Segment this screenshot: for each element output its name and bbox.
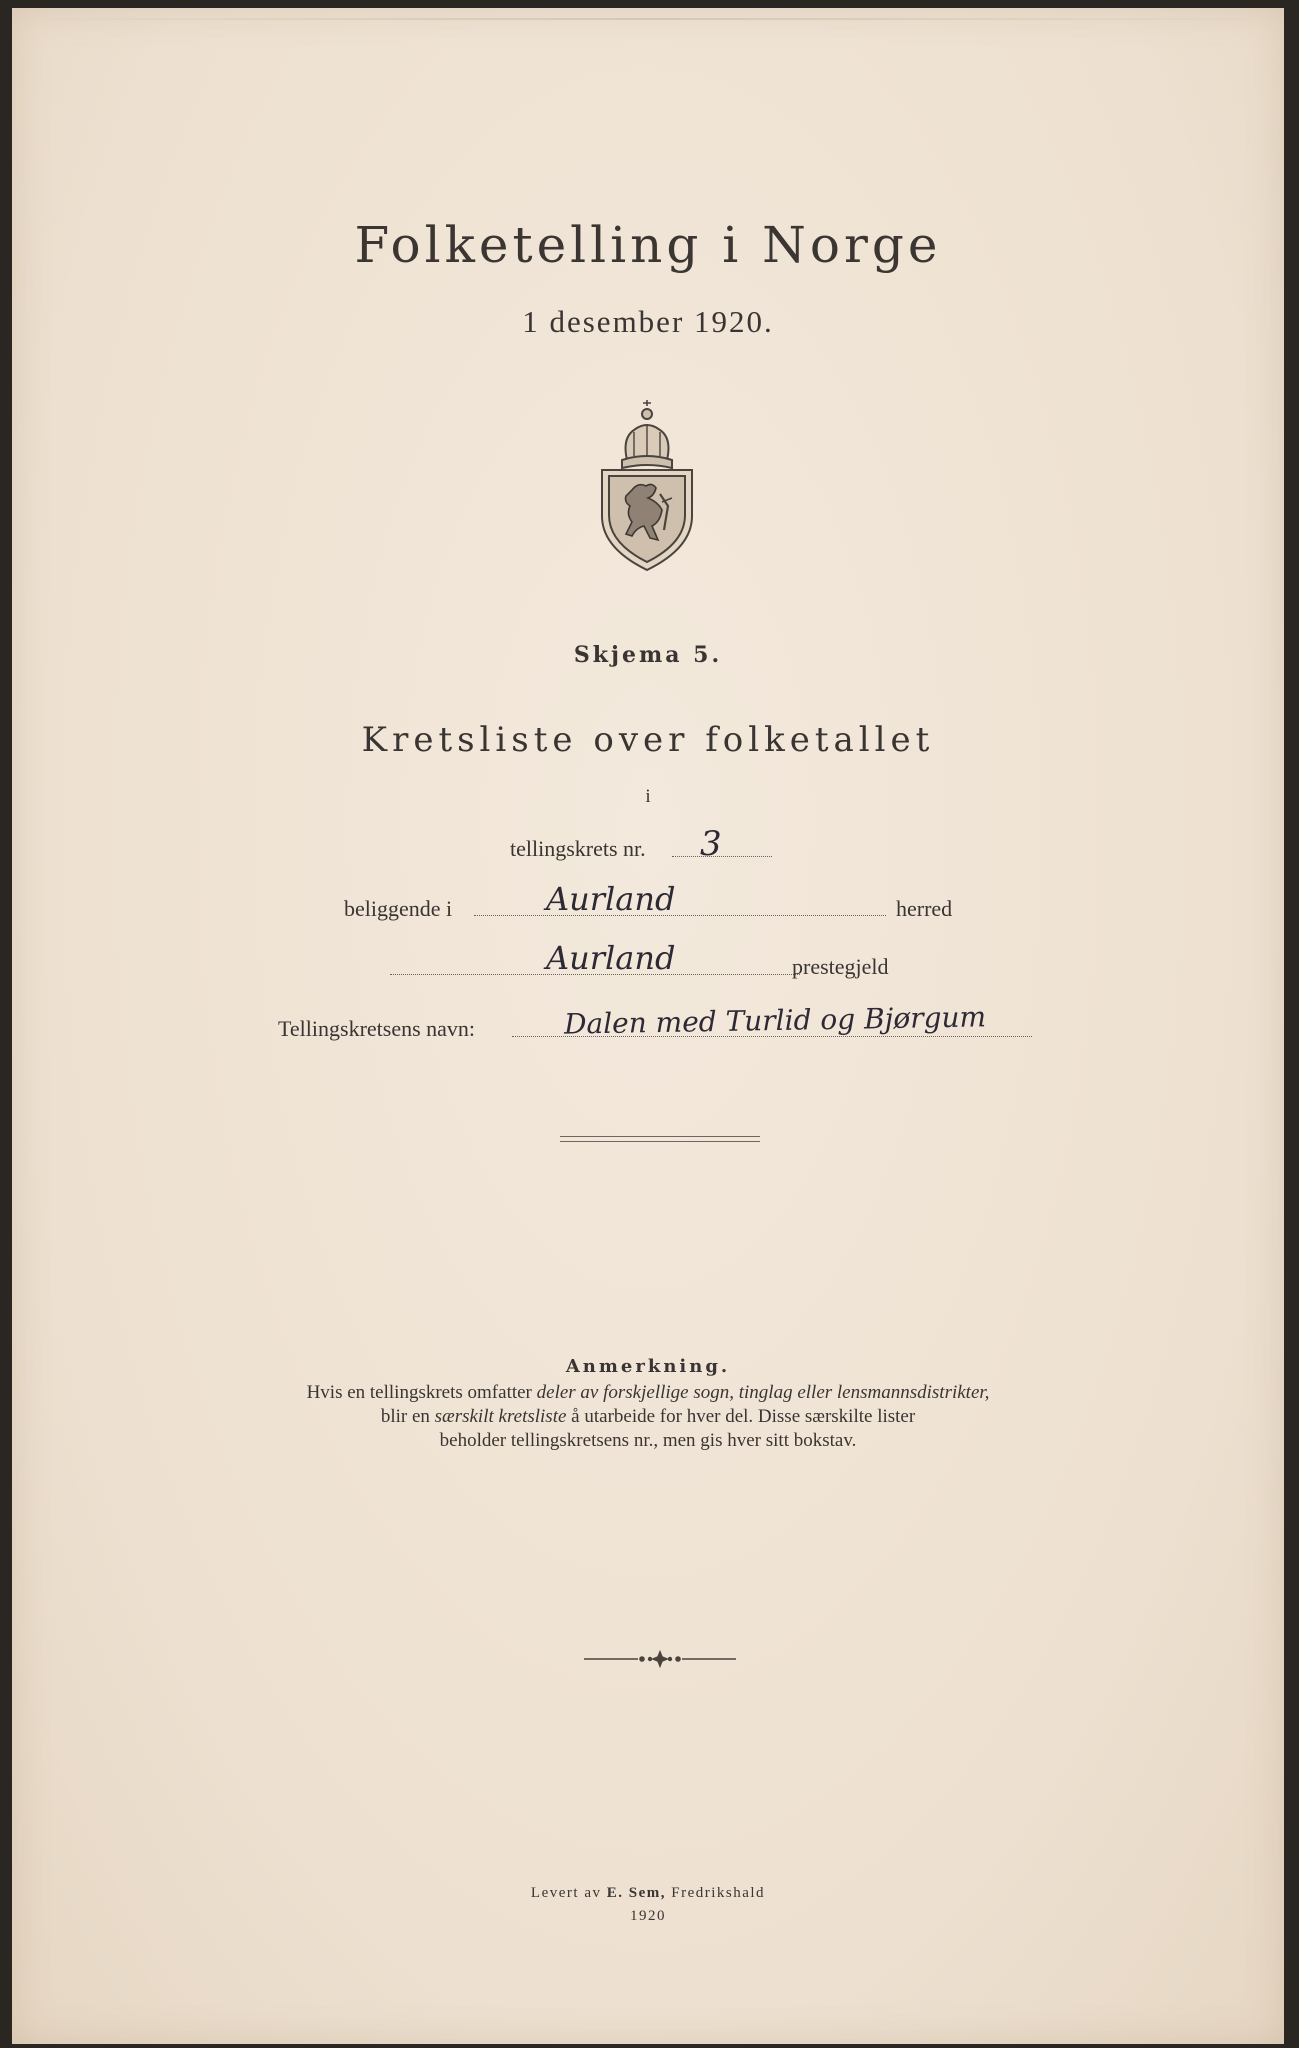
note-line-2 bbox=[12, 1406, 1284, 1428]
ornament-divider-icon bbox=[580, 1650, 740, 1668]
printer-prefix: Levert av bbox=[530, 1885, 607, 1901]
krets-nr-value: 3 bbox=[700, 824, 722, 864]
census-form-page bbox=[12, 8, 1284, 2044]
page-fold bbox=[12, 18, 1284, 20]
note-line-1-text: Hvis en tellingskrets omfatter bbox=[306, 1382, 537, 1403]
navn-value: Dalen med Turlid og Bjørgum bbox=[563, 1000, 987, 1041]
printer-credit bbox=[12, 1885, 1284, 1902]
krets-nr-label: tellingskrets nr. bbox=[510, 836, 646, 861]
note-title: Anmerkning. bbox=[565, 1356, 731, 1377]
norwegian-coat-of-arms-icon bbox=[592, 398, 702, 573]
separator-rule-top bbox=[560, 1136, 760, 1137]
connector-word: i bbox=[645, 786, 651, 807]
note-line-1-italic: deler av forskjellige sogn, tinglag eller lensmannsdistrikter, bbox=[536, 1382, 990, 1403]
herred-value: Aurland bbox=[546, 880, 676, 918]
printer-place: Fredrikshald bbox=[665, 1885, 766, 1901]
schema-number: Skjema 5. bbox=[573, 642, 723, 668]
herred-prefix-label: beliggende i bbox=[344, 896, 453, 921]
printer-name: E. Sem, bbox=[606, 1885, 666, 1901]
document-date: 1 desember 1920. bbox=[522, 304, 774, 339]
herred-line bbox=[474, 915, 886, 916]
navn-label: Tellingskretsens navn: bbox=[278, 1016, 476, 1041]
note-line-1 bbox=[12, 1382, 1284, 1404]
note-line-3: beholder tellingskretsens nr., men gis hver sitt bokstav. bbox=[439, 1430, 857, 1451]
document-title: Folketelling i Norge bbox=[354, 216, 942, 274]
note-line-2-text-b: å utarbeide for hver del. Disse særskilte lister bbox=[566, 1406, 916, 1427]
printer-year: 1920 bbox=[630, 1908, 666, 1924]
prestegjeld-value: Aurland bbox=[546, 939, 676, 977]
herred-suffix-label: herred bbox=[896, 896, 953, 921]
note-line-2-text-a: blir en bbox=[380, 1406, 435, 1427]
krets-nr-line bbox=[672, 856, 772, 857]
form-heading: Kretsliste over folketallet bbox=[361, 720, 935, 760]
prestegjeld-suffix-label: prestegjeld bbox=[792, 954, 889, 979]
note-line-2-italic: særskilt kretsliste bbox=[434, 1406, 567, 1427]
separator-rule-bottom bbox=[560, 1141, 760, 1142]
